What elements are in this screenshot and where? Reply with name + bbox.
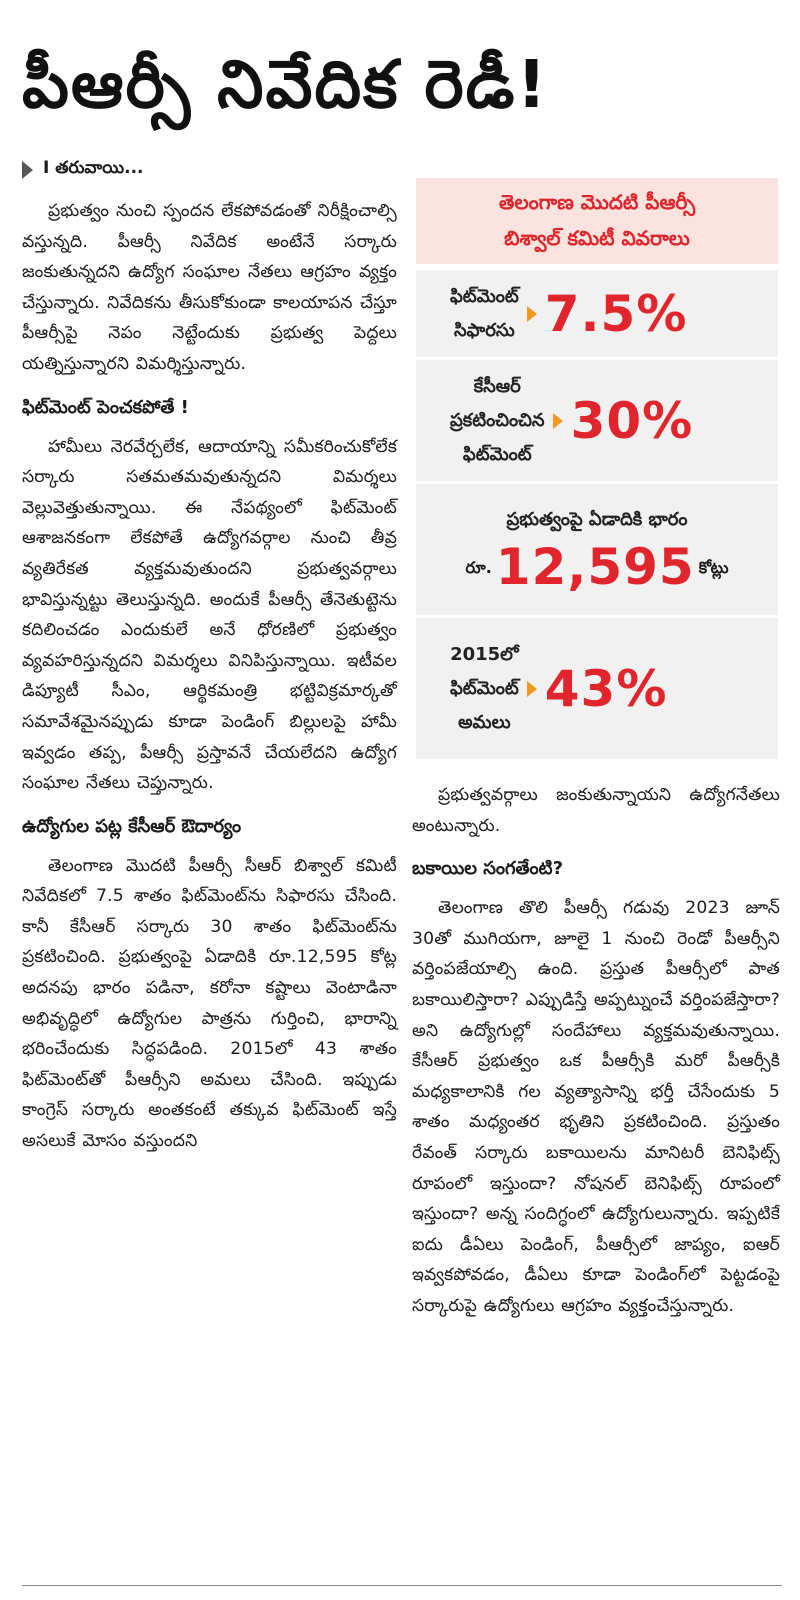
label-line: ఫిట్‌మెంట్ (450, 285, 519, 307)
label-line: ప్రకటించించిన (450, 409, 545, 431)
unit-suffix: కోట్లు (698, 557, 729, 577)
info-row-value: 12,595 (495, 537, 695, 596)
arrow-right-icon (527, 681, 537, 697)
left-column (22, 158, 397, 1157)
arrow-right-icon (527, 306, 537, 322)
continuation-text: I తరువాయి... (43, 158, 144, 178)
info-row-value: 43% (544, 659, 668, 718)
bottom-divider (22, 1585, 782, 1586)
info-box-title-line: బిశ్వాల్ కమిటీ వివరాలు (504, 226, 690, 250)
subheading: బకాయిల సంగతేంటి? (412, 858, 564, 880)
subheading: ఉద్యోగుల పట్ల కేసీఆర్ ఔదార్యం (22, 815, 242, 837)
burden-amount (466, 537, 729, 597)
label-line: ఫిట్‌మెంట్ (450, 677, 519, 699)
info-box-title (416, 178, 778, 267)
continuation-marker (22, 158, 397, 182)
info-row-label (450, 280, 519, 348)
label-line: ఫిట్‌మెంట్ (462, 443, 532, 465)
info-row-label (450, 638, 519, 740)
info-row-label (450, 370, 545, 472)
info-row-recommended (416, 267, 778, 357)
arrow-right-icon (553, 413, 563, 429)
paragraph: తెలంగాణ మొదటి పీఆర్సీ సీఆర్ బిశ్వాల్ కమిటీ నివేదికలో 7.5 శాతం ఫిట్‌మెంట్‌ను సిఫారసు చేసింది. కానీ కేసీఆర్ సర్కారు 30 శాతం ఫిట్‌మెంట్‌ను ప్రకటించింది. ప్రభుత్వంపై ఏడాదికి రూ.12,595 కోట్ల అదనపు భారం పడినా, కరోనా కష్టాలు వెంటాడినా అభివృద్ధిలో ఉద్యోగుల పాత్రను గుర్తించి, భారాన్ని భరించేందుకు సిద్ధపడింది. 2015లో 43 శాతం ఫిట్‌మెంట్‌తో పీఆర్సీని అమలు చేసింది. ఇప్పుడు కాంగ్రెస్ సర్కారు అంతకంటే తక్కువ ఫిట్‌మెంట్ ఇస్తే అసలుకే మోసం వస్తుందని (22, 855, 397, 1152)
info-row-label: ప్రభుత్వంపై ఏడాదికి భారం (506, 508, 688, 530)
right-column (412, 780, 780, 1322)
subheading: ఫిట్‌మెంట్ పెంచకపోతే ! (22, 396, 189, 418)
paragraph: ప్రభుత్వవర్గాలు జంకుతున్నాయని ఉద్యోగనేతలు అంటున్నారు. (412, 785, 780, 836)
info-row-value: 7.5% (544, 284, 688, 343)
label-line: అమలు (458, 711, 511, 733)
label-line: సిఫారసు (454, 319, 515, 341)
paragraph: హామీలు నెరవేర్చలేక, ఆదాయాన్ని సమీకరించుకోలేక సర్కారు సతమతమవుతున్నదని విమర్శలు వెల్లువెత్తుతున్నాయి. ఈ నేపథ్యంలో ఫిట్‌మెంట్ ఆశాజనకంగా లేకపోతే ఉద్యోగవర్గాల నుంచి తీవ్ర వ్యతిరేకత వ్యక్తమవుతుందని ప్రభుత్వవర్గాలు భావిస్తున్నట్టు తెలుస్తున్నది. అందుకే పీఆర్సీ తేనెతుట్టెను కదిలించడం ఎందుకులే అనే ధోరణిలో ప్రభుత్వం వ్యవహరిస్తున్నదని విమర్శలు వినిపిస్తున్నాయి. ఇటీవల డిప్యూటీ సీఎం, ఆర్థికమంత్రి భట్టివిక్రమార్కతో సమావేశమైనప్పుడు కూడా పెండింగ్ బిల్లులపై హామీ ఇవ్వడం తప్ప, పీఆర్సీ ప్రస్తావనే చేయలేదని ఉద్యోగ సంఘాల నేతలు చెప్తున్నారు. (22, 436, 397, 794)
label-line: కేసీఆర్ (473, 375, 521, 397)
headline: పీఆర్సీ నివేదిక రెడీ! (22, 46, 549, 123)
label-line: 2015లో (450, 643, 519, 665)
info-row-2015 (416, 615, 778, 759)
paragraph: ప్రభుత్వం నుంచి స్పందన లేకపోవడంతో నిరీక్షించాల్సి వస్తున్నది. పీఆర్సీ నివేదిక అంటేనే సర్కారు జంకుతున్నదని ఉద్యోగ సంఘాల నేతలు ఆగ్రహం వ్యక్తం చేస్తున్నారు. నివేదికను తీసుకోకుండా కాలయాపన చేస్తూ పీఆర్సీపై నెపం నెట్టేందుకు ప్రభుత్వ పెద్దలు యత్నిస్తున్నారని విమర్శిస్తున్నారు. (22, 201, 397, 374)
info-row-announced (416, 357, 778, 481)
info-box (416, 178, 778, 770)
info-row-burden (416, 481, 778, 615)
info-box-title-line: తెలంగాణ మొదటి పీఆర్సీ (498, 190, 696, 214)
paragraph: తెలంగాణ తొలి పీఆర్సీ గడువు 2023 జూన్ 30తో ముగియగా, జూలై 1 నుంచి రెండో పీఆర్సీని వర్తింపజేయాల్సి ఉంది. ప్రస్తుత పీఆర్సీలో పాత బకాయిలిస్తారా? ఎప్పుడిస్తే అప్పట్నుంచే వర్తింపజేస్తారా? అని ఉద్యోగుల్లో సందేహాలు వ్యక్తమవుతున్నాయి. కేసీఆర్ ప్రభుత్వం ఒక పీఆర్సీకి మరో పీఆర్సీకి మధ్యకాలానికి గల వ్యత్యాసాన్ని భర్తీ చేసేందుకు 5 శాతం మధ్యంతర భృతిని ప్రకటించింది. ప్రస్తుతం రేవంత్ సర్కారు బకాయిలను మానిటరీ బెనిఫిట్స్ రూపంలో ఇస్తుందా? నోషనల్ బెనిఫిట్స్ రూపంలో ఇస్తుందా? అన్న సందిగ్ధంలో ఉద్యోగులున్నారు. ఇప్పటికే ఐదు డీఏలు పెండింగ్, పీఆర్సీలో జాప్యం, ఐఆర్ ఇవ్వకపోవడం, డీఏలు కూడా పెండింగ్‌లో పెట్టడంపై సర్కారుపై ఉద్యోగులు ఆగ్రహం వ్యక్తంచేస్తున్నారు. (412, 898, 780, 1316)
currency-prefix: రూ. (465, 557, 492, 577)
info-row-value: 30% (570, 391, 694, 450)
chevron-right-icon (22, 161, 33, 179)
